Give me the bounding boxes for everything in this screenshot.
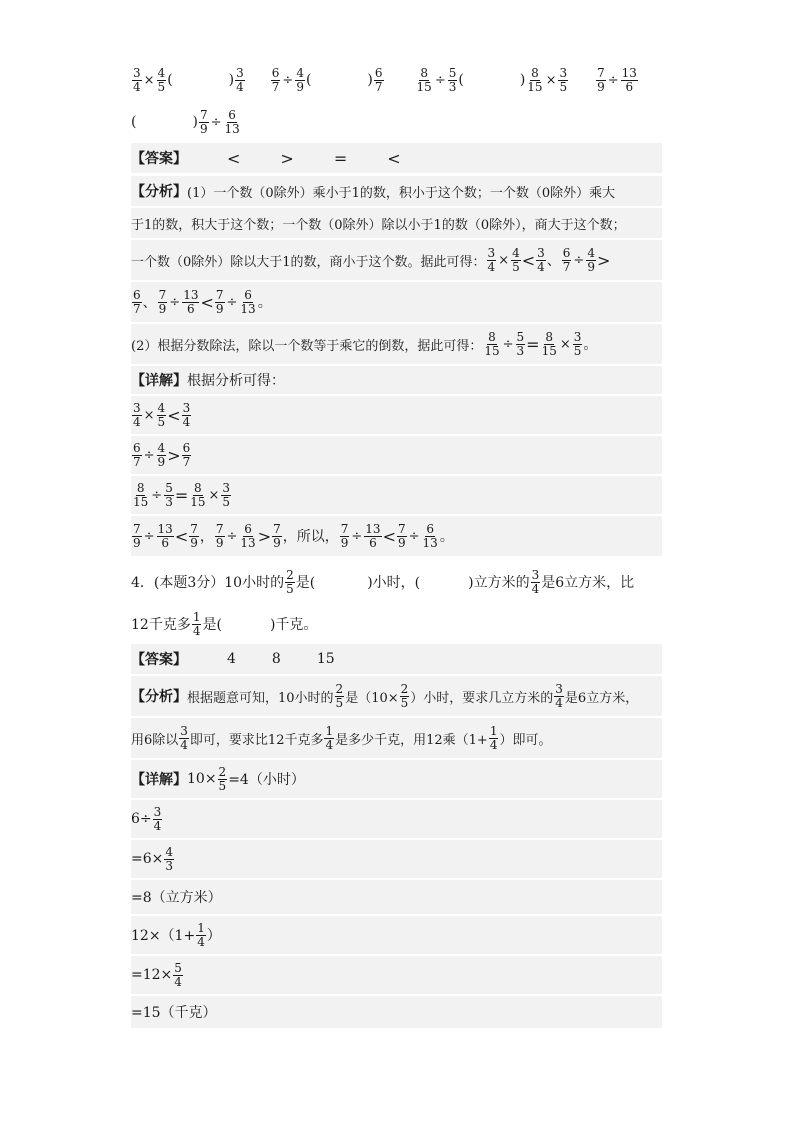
fraction: $\frac{4}{9}$ [296, 65, 304, 94]
q4-analysis-line2: 用6除以 $\frac{3}{4}$ 即可，要求比12千克多 $\frac{1}{4}$ 是多少千克，用12乘（1+ $\frac{1}{4}$ ）即可。 [131, 718, 662, 758]
q3-analysis-line3: 一个数（0除外）除以大于1的数，商小于这个数。据此可得： $\frac{3}{4}$ × $\frac{4}{5}$ < $\frac{3}{4}$ 、 $\frac{6}{7}$ ÷ $\frac{4}{9}$ > [131, 240, 662, 280]
q3-row2 [131, 104, 662, 140]
blank-open: ( [167, 72, 173, 88]
fraction: $\frac{3}{5}$ [559, 65, 568, 94]
q4-detail-1: 【详解】 10× $\frac{2}{5}$ =4（小时） [131, 760, 662, 798]
detail-text: 根据分析可得： [187, 373, 285, 389]
answer-value: < [387, 148, 401, 168]
question-text: 4．(本题3分）10小时的 [131, 575, 285, 591]
q3-detail-3: $\frac{8}{15}$ ÷ $\frac{5}{3}$ = $\frac{8}{15}$ × $\frac{3}{5}$ [131, 476, 662, 514]
analysis-text: 于1的数，积大于这个数；一个数（0除外）除以小于1的数（0除外），商大于这个数； [131, 217, 626, 233]
operator: × [545, 72, 557, 88]
blank-close: ) [367, 72, 373, 88]
q4-detail-6: =12× $\frac{5}{4}$ [131, 956, 662, 994]
fraction: $\frac{7}{9}$ [199, 107, 208, 136]
q3-detail-1: $\frac{3}{4}$ × $\frac{4}{5}$ < $\frac{3}{4}$ [131, 396, 662, 434]
operator: ÷ [607, 72, 619, 88]
answer-value: > [280, 148, 294, 168]
q4-stem-line1: 4．(本题3分）10小时的 $\frac{2}{5}$ 是( )小时，( )立方米的 $\frac{3}{4}$ 是6立方米，比 [131, 567, 635, 596]
fraction: $\frac{13}{6}$ [621, 65, 637, 94]
answer-value: < [227, 148, 241, 168]
q3-detail-4: $\frac{7}{9}$ ÷ $\frac{13}{6}$ < $\frac{7}{9}$ ， $\frac{7}{9}$ ÷ $\frac{6}{13}$ > $\frac{7}{9}$ ，所以， $\frac{7}{9}$ ÷ $\frac{13}{6}$ < $\frac{7}{9}$ ÷ $\frac{6}{13}$ 。 [131, 516, 662, 556]
blank-open: ( [458, 72, 464, 88]
fraction: $\frac{6}{7}$ [271, 65, 280, 94]
answer-value: 4 [227, 651, 236, 667]
answer-value: 15 [316, 651, 335, 667]
q4-stem-line2: 12千克多 $\frac{1}{4}$ 是( )千克。 [131, 609, 318, 638]
q4-detail-7: =15（千克） [131, 996, 662, 1028]
fraction: $\frac{4}{5}$ [157, 65, 166, 94]
fraction: $\frac{8}{15}$ [416, 65, 432, 94]
q4-detail-4: =8（立方米） [131, 880, 662, 914]
q3-answer [131, 143, 662, 173]
q4-detail-3: =6× $\frac{4}{3}$ [131, 840, 662, 878]
q4-detail-2: 6÷ $\frac{3}{4}$ [131, 800, 662, 838]
analysis-text: (2）根据分数除法，除以一个数等于乘它的倒数，据此可得： [131, 338, 483, 354]
fraction: $\frac{6}{13}$ [224, 107, 240, 136]
analysis-text: (1）一个数（0除外）乘小于1的数，积小于这个数；一个数（0除外）乘大 [187, 185, 616, 201]
blank-open: ( [131, 114, 137, 130]
blank-close: ) [192, 114, 198, 130]
operator: ÷ [210, 114, 222, 130]
fraction: $\frac{6}{7}$ [374, 65, 383, 94]
blank-close: ) [519, 72, 526, 88]
q4-answer [131, 644, 662, 674]
analysis-label: 【分析】 [131, 184, 187, 200]
analysis-text: 一个数（0除外）除以大于1的数，商小于这个数。据此可得： [131, 254, 486, 270]
fraction: $\frac{3}{4}$ [236, 65, 244, 94]
q4-analysis-line1: 【分析】 根据题意可知，10小时的 $\frac{2}{5}$ 是（10× $\frac{2}{5}$ ）小时，要求几立方米的 $\frac{3}{4}$ 是6立方米， [131, 676, 662, 716]
fraction: $\frac{3}{4}$ [133, 65, 141, 94]
q3-analysis-line1 [131, 176, 662, 206]
q4-detail-5: 12×（1+ $\frac{1}{4}$ ） [131, 916, 662, 954]
fraction: $\frac{8}{15}$ [527, 65, 543, 94]
answer-label: 【答案】 [131, 652, 187, 668]
q3-row1 [131, 62, 662, 98]
blank-open: ( [305, 72, 312, 88]
q3-detail-2: $\frac{6}{7}$ ÷ $\frac{4}{9}$ > $\frac{6}{7}$ [131, 436, 662, 474]
detail-label: 【详解】 [131, 772, 187, 788]
q3-analysis-line5: (2）根据分数除法，除以一个数等于乘它的倒数，据此可得： $\frac{8}{15}$ ÷ $\frac{5}{3}$ = $\frac{8}{15}$ × $\frac{3}{5}$ 。 [131, 324, 662, 364]
operator: × [143, 72, 155, 88]
answer-value: = [333, 148, 348, 168]
operator: ÷ [434, 72, 446, 88]
answer-value: 8 [271, 651, 281, 667]
q3-detail-head [131, 366, 662, 394]
fraction: $\frac{7}{9}$ [597, 65, 605, 94]
fraction: $\frac{5}{3}$ [448, 65, 457, 94]
q3-analysis-line2 [131, 208, 662, 238]
answer-label: 【答案】 [131, 151, 187, 167]
detail-label: 【详解】 [131, 373, 187, 389]
blank-close: ) [228, 72, 235, 88]
analysis-label: 【分析】 [131, 689, 187, 705]
operator: ÷ [282, 72, 294, 88]
q3-analysis-line4: $\frac{6}{7}$ 、 $\frac{7}{9}$ ÷ $\frac{13}{6}$ < $\frac{7}{9}$ ÷ $\frac{6}{13}$ 。 [131, 282, 662, 322]
